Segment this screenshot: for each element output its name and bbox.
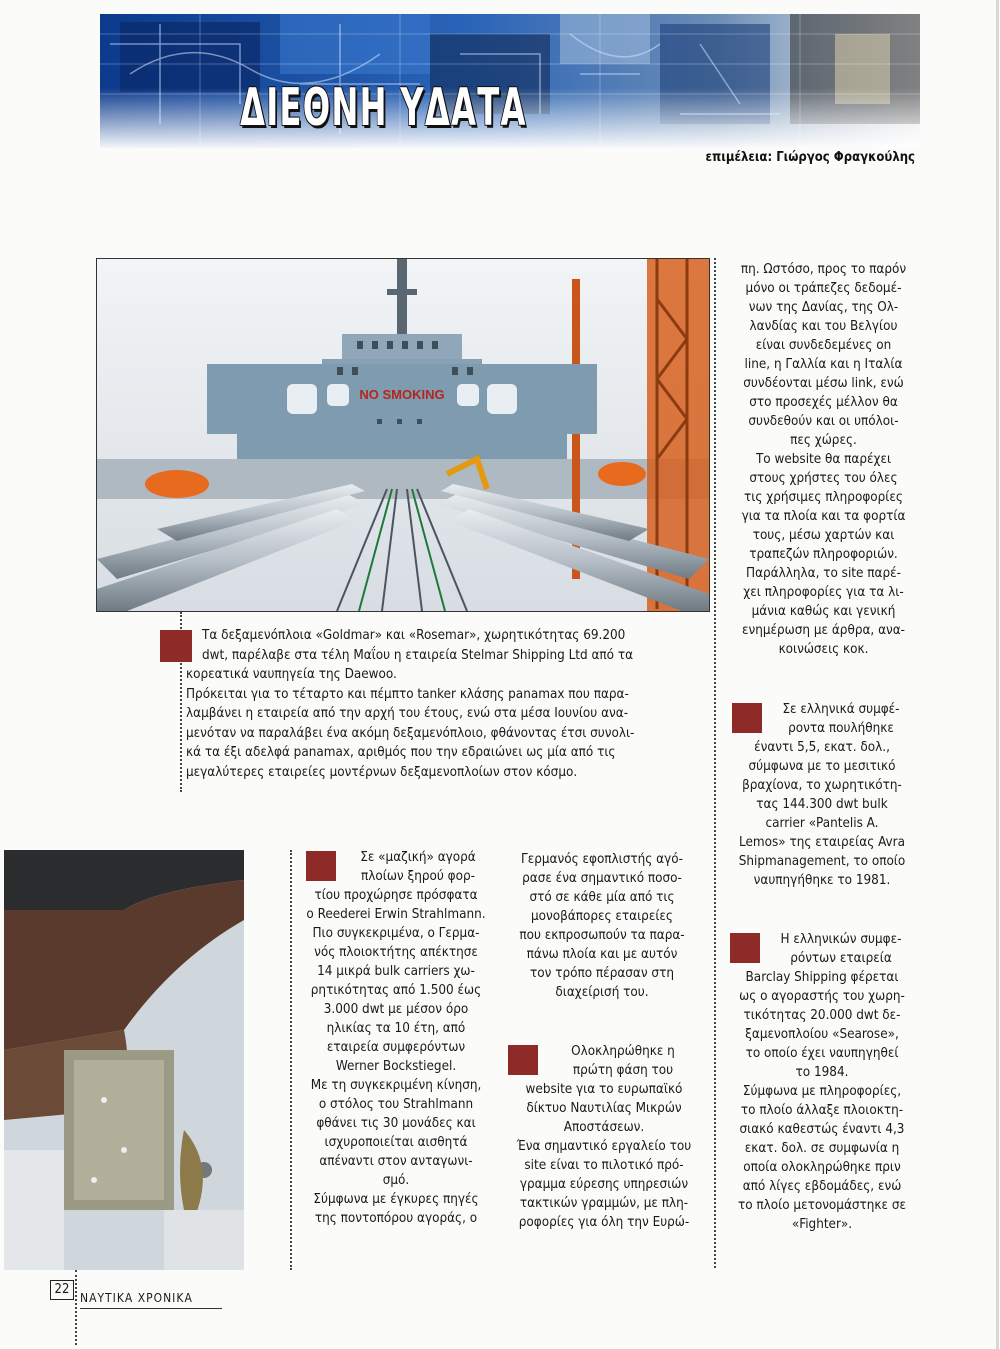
- text-line: ρασε ένα σημαντικό ποσο-: [522, 871, 682, 886]
- text-line: Με τη συγκεκριμένη κίνηση,: [310, 1078, 482, 1093]
- text-line: ξαμενοπλοίου «Searose»,: [745, 1027, 899, 1042]
- text-line: που εκπροσωπούν τα παρα-: [519, 928, 685, 943]
- ship-hull-propeller-photo: [4, 850, 244, 1270]
- text-line: Σύμφωνα με πληροφορίες,: [742, 1084, 902, 1099]
- text-line: απέναντι στον ανταγωνι-: [319, 1154, 473, 1169]
- text-line: Lemos» της εταιρείας Avra: [738, 835, 905, 850]
- text-line: line, η Γαλλία και η Ιταλία: [744, 357, 903, 372]
- text-line: ενημέρωση με άρθρα, ανα-: [741, 623, 906, 638]
- text-line: Πιο συγκεκριμένα, ο Γερμα-: [312, 926, 480, 941]
- news-item-marker: [732, 703, 762, 733]
- text-line: ως ο αγοραστής του χωρη-: [739, 989, 905, 1004]
- text-line: λανδίας και του Βελγίου: [749, 319, 898, 334]
- text-line: website για το ευρωπαϊκό: [525, 1082, 683, 1097]
- text-line: σμό.: [382, 1173, 410, 1188]
- text-line: στους χρήστες του όλες: [749, 471, 898, 486]
- text-line: στο προσεχές μέλλον θα: [749, 395, 898, 410]
- strahlmann-continued: [504, 850, 700, 1002]
- no-smoking-sign: NO SMOKING: [359, 387, 445, 402]
- text-line: τακτικών γραμμών, με πλη-: [519, 1196, 689, 1211]
- text-line: ναυπηγήθηκε το 1981.: [753, 873, 891, 888]
- text-line: Barclay Shipping φέρεται: [745, 970, 899, 985]
- text-line: μονοβάπορες εταιρείες: [530, 909, 674, 924]
- caption-line: Πρόκειται για το τέταρτο και πέμπτο tanker κλάσης panamax που παρα-: [186, 686, 629, 702]
- strahlmann-news-item: [300, 848, 492, 1228]
- caption-line: κορεατικά ναυπηγεία της Daewoo.: [186, 667, 397, 682]
- page-number: 22: [50, 1280, 74, 1300]
- text-line: ηλικίας τα 10 έτη, από: [326, 1021, 466, 1036]
- text-line: Παράλληλα, το site παρέ-: [746, 566, 901, 581]
- text-line: εταιρεία συμφερόντων: [326, 1040, 466, 1055]
- text-line: Το website θα παρέχει: [755, 452, 892, 467]
- text-line: της ποντοπόρου αγοράς, ο: [314, 1211, 478, 1226]
- text-line: πες χώρες.: [790, 433, 857, 448]
- text-line: σύμφωνα με το μεσιτικό: [748, 759, 896, 774]
- text-line: από λίγες εβδομάδες, ενώ: [742, 1179, 902, 1194]
- text-line: συνδεθούν και οι υπόλοι-: [748, 414, 899, 429]
- text-line: Σε ελληνικά συμφέ-: [782, 702, 900, 717]
- text-line: το οποίο έχει ναυπηγηθεί: [745, 1046, 899, 1061]
- text-line: φθάνει τις 30 μονάδες και: [316, 1116, 476, 1131]
- text-line: χει πληροφορίες για τα λι-: [743, 585, 904, 600]
- section-title: ΔΙΕΘΝΗ ΥΔΑΤΑ: [240, 78, 527, 138]
- text-line: site είναι το πιλοτικό πρό-: [524, 1158, 684, 1173]
- text-line: νων της Δανίας, της Ολ-: [748, 300, 899, 315]
- tanker-deck-photo: [96, 258, 710, 612]
- text-line: ο στόλος του Strahlmann: [318, 1097, 474, 1112]
- caption-line: κά τα έξι αδελφά panamax, αριθμός που την εδραιώνει ως μία από τις: [186, 745, 616, 760]
- text-line: συνδέονται μέσω link, ενώ: [743, 376, 904, 391]
- right-column-dotted-rule: [714, 258, 716, 1268]
- text-line: το πλοίο άλλαξε πλοιοκτη-: [740, 1103, 904, 1118]
- text-line: για τα πλοία και τα φορτία: [741, 509, 906, 524]
- text-line: τραπεζών πληροφοριών.: [749, 547, 898, 562]
- text-line: έναντι 5,5, εκατ. δολ.,: [754, 740, 890, 755]
- text-line: είναι συνδεδεμένες on: [755, 338, 892, 353]
- text-line: πλοίων ξηρού φορ-: [361, 869, 475, 884]
- header-banner: [100, 14, 920, 148]
- footer-dotted-rule: [75, 1270, 77, 1345]
- news-item-marker: [730, 933, 760, 963]
- text-line: το πλοίο μετονομάστηκε σε: [737, 1198, 907, 1213]
- text-line: μόνο οι τράπεζες δεδομέ-: [745, 281, 902, 296]
- news-item-marker: [306, 851, 336, 881]
- text-line: τον τρόπο πέρασαν στη: [530, 966, 674, 981]
- text-line: πάνω πλοία και με αυτόν: [526, 947, 678, 962]
- text-line: ροφορίες για όλη την Ευρώ-: [518, 1215, 690, 1230]
- footer-rule: [80, 1308, 222, 1309]
- caption-line: μεγαλύτερες εταιρείες μοντέρνων δεξαμενοπλοίων στον κόσμο.: [186, 764, 578, 780]
- text-line: Η ελληνικών συμφε-: [780, 932, 902, 947]
- text-line: 14 μικρά bulk carriers χω-: [317, 964, 475, 979]
- text-line: ο Reederei Erwin Strahlmann.: [306, 907, 486, 922]
- text-line: νός πλοιοκτήτης απέκτησε: [314, 945, 478, 960]
- text-line: μάνια καθώς και γενική: [751, 604, 896, 619]
- text-line: Shipmanagement, το οποίο: [738, 854, 906, 869]
- text-line: πη. Ωστόσο, προς το παρόν: [740, 262, 907, 277]
- pantelis-news-item: [732, 700, 912, 890]
- text-line: 3.000 dwt με μέσον όρο: [323, 1002, 469, 1017]
- website-news-item: [508, 1042, 700, 1232]
- text-line: ρητικότητας από 1.500 έως: [310, 983, 482, 998]
- text-line: στό σε κάθε μία από τις: [529, 890, 675, 905]
- text-line: τους, μέσω χαρτών και: [752, 528, 895, 543]
- text-line: Σύμφωνα με έγκυρες πηγές: [313, 1192, 479, 1207]
- text-line: «Fighter».: [791, 1217, 853, 1232]
- caption-line: Τα δεξαμενόπλοια «Goldmar» και «Rosemar», χωρητικότητας 69.200: [202, 628, 626, 643]
- news-item-marker: [508, 1045, 538, 1075]
- text-line: διαχείρισή του.: [555, 985, 649, 1000]
- text-line: τικότητας 20.000 dwt δε-: [743, 1008, 901, 1023]
- text-line: Σε «μαζική» αγορά: [360, 850, 476, 865]
- text-line: βραχίονα, το χωρητικότη-: [742, 778, 902, 793]
- text-line: Ένα σημαντικό εργαλείο του: [516, 1139, 692, 1154]
- text-line: πρώτη φάση του: [572, 1063, 674, 1078]
- caption-line: μενόταν να παραλάβει ένα ακόμη δεξαμενόπλοιο, φθάνοντας έτσι συνολι-: [186, 725, 635, 741]
- text-line: δίκτυο Ναυτιλίας Μικρών: [526, 1101, 682, 1116]
- text-line: Werner Bockstiegel.: [335, 1059, 457, 1074]
- text-line: οποία ολοκληρώθηκε πριν: [743, 1160, 901, 1175]
- text-line: τις χρήσιμες πληροφορίες: [744, 490, 903, 505]
- text-line: κοινώσεις κοκ.: [778, 642, 869, 657]
- text-line: carrier «Pantelis A.: [765, 816, 879, 831]
- text-line: Γερμανός εφοπλιστής αγό-: [521, 852, 683, 867]
- text-line: εκατ. δολ. σε συμφωνία η: [744, 1141, 900, 1156]
- barclay-news-item: [730, 930, 914, 1234]
- editor-credit: επιμέλεια: Γιώργος Φραγκούλης: [705, 150, 915, 165]
- text-line: τίου προχώρησε πρόσφατα: [314, 888, 478, 903]
- mid-column-dotted-rule: [290, 850, 292, 1270]
- text-line: το 1984.: [795, 1065, 849, 1080]
- caption-line: dwt, παρέλαβε στα τέλη Μαΐου η εταιρεία Stelmar Shipping Ltd από τα: [202, 647, 634, 663]
- text-line: τας 144.300 dwt bulk: [756, 797, 888, 812]
- text-line: γραμμα εύρεσης υπηρεσιών: [519, 1177, 689, 1192]
- photo-caption: [186, 626, 696, 782]
- text-line: ροντα πουλήθηκε: [788, 721, 894, 736]
- magazine-name: ΝΑΥΤΙΚΑ ΧΡΟΝΙΚΑ: [80, 1291, 193, 1305]
- text-line: Ολοκληρώθηκε η: [571, 1044, 675, 1059]
- text-line: Αποστάσεων.: [563, 1120, 645, 1135]
- right-column-top: [726, 260, 921, 659]
- text-line: ισχυροποιείται αισθητά: [324, 1135, 468, 1150]
- text-line: ρόντων εταιρεία: [790, 951, 892, 966]
- caption-line: λαμβάνει η εταιρεία από την αρχή του έτους, ενώ στα μέσα Ιουνίου ανα-: [186, 706, 629, 721]
- text-line: σιακό καθεστώς έναντι 4,3: [739, 1122, 905, 1137]
